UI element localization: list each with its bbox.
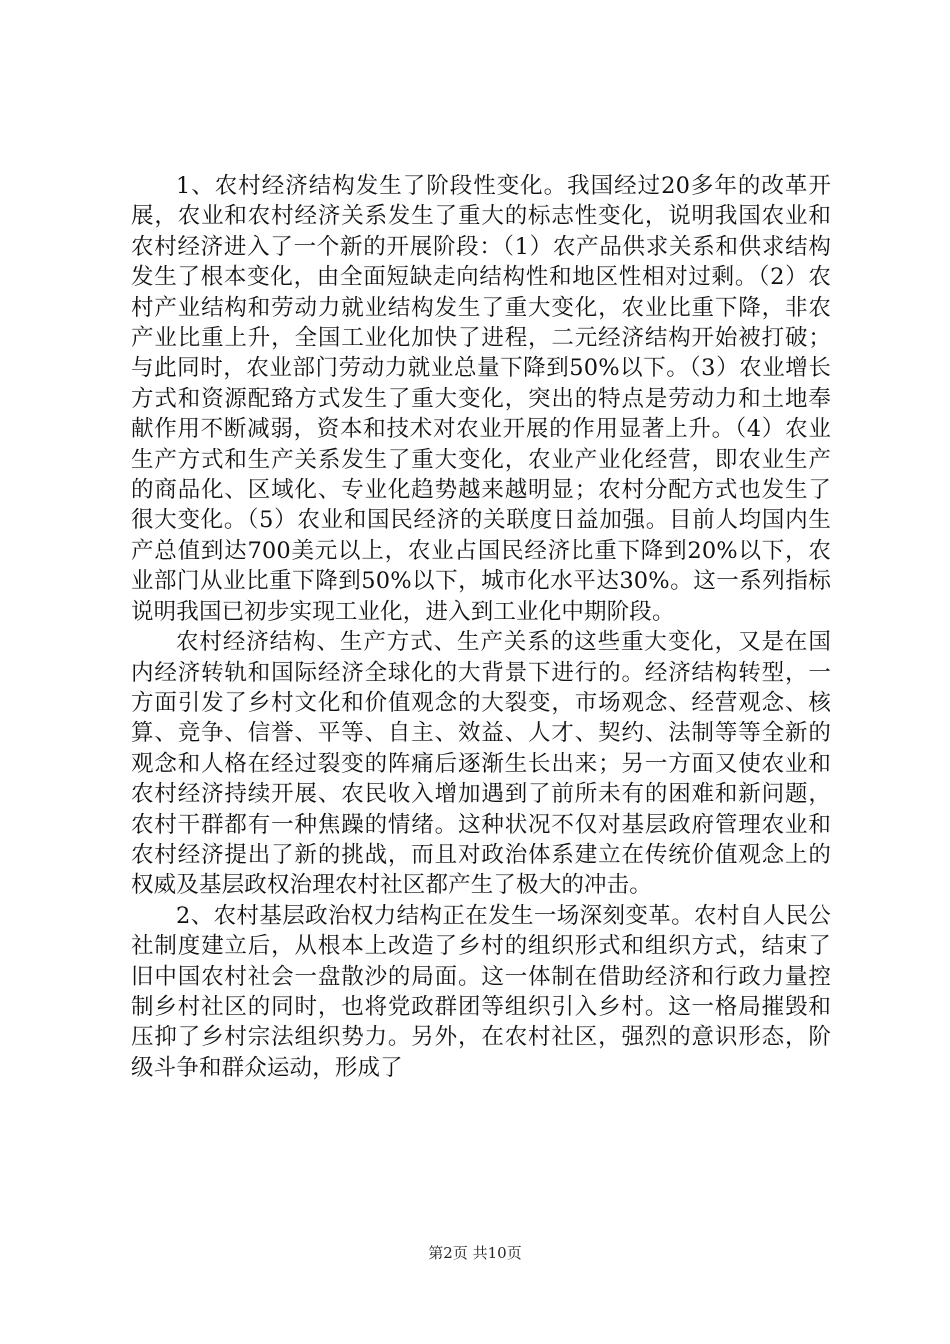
page-total: 共10页 — [472, 1244, 522, 1262]
document-body — [131, 171, 831, 1083]
paragraph-economic-structure: 1、农村经济结构发生了阶段性变化。我国经过20多年的改革开展，农业和农村经济关系发生了重大的标志性变化，说明我国农业和农村经济进入了一个新的开展阶段：（1）农产品供求关系和供求结构发生了根本变化，由全面短缺走向结构性和地区性相对过剩。（2）农村产业结构和劳动力就业结构发生了重大变化，农业比重下降，非农产业比重上升，全国工业化加快了进程，二元经济结构开始被打破；与此同时，农业部门劳动力就业总量下降到50%以下。（3）农业增长方式和资源配臵方式发生了重大变化，突出的特点是劳动力和土地奉献作用不断减弱，资本和技术对农业开展的作用显著上升。（4）农业生产方式和生产关系发生了重大变化，农业产业化经营，即农业生产的商品化、区域化、专业化趋势越来越明显；农村分配方式也发生了很大变化。（5）农业和国民经济的关联度日益加强。目前人均国内生产总值到达700美元以上，农业占国民经济比重下降到20%以下，农业部门从业比重下降到50%以下，城市化水平达30%。这一系列指标说明我国已初步实现工业化，进入到工业化中期阶段。 — [131, 173, 831, 625]
paragraph-structural-changes: 农村经济结构、生产方式、生产关系的这些重大变化，又是在国内经济转轨和国际经济全球化的大背景下进行的。经济结构转型，一方面引发了乡村文化和价值观念的大裂变，市场观念、经营观念、核算、竞争、信誉、平等、自主、效益、人才、契约、法制等等全新的观念和人格在经过裂变的阵痛后逐渐生长出来；另一方面又使农业和农村经济持续开展、农民收入增加遇到了前所未有的困难和新问题，农村干群都有一种焦躁的情绪。这种状况不仅对基层政府管理农业和农村经济提出了新的挑战，而且对政治体系建立在传统价值观念上的权威及基层政权治理农村社区都产生了极大的冲击。 — [131, 629, 831, 899]
paragraph-political-power: 2、农村基层政治权力结构正在发生一场深刻变革。农村自人民公社制度建立后，从根本上改造了乡村的组织形式和组织方式，结束了旧中国农村社会一盘散沙的局面。这一体制在借助经济和行政力量控制乡村社区的同时，也将党政群团等组织引入乡村。这一格局摧毁和压抑了乡村宗法组织势力。另外，在农村社区，强烈的意识形态，阶级斗争和群众运动，形成了 — [131, 902, 831, 1081]
page-number: 第2页 — [428, 1244, 468, 1262]
page-footer — [0, 1243, 950, 1263]
